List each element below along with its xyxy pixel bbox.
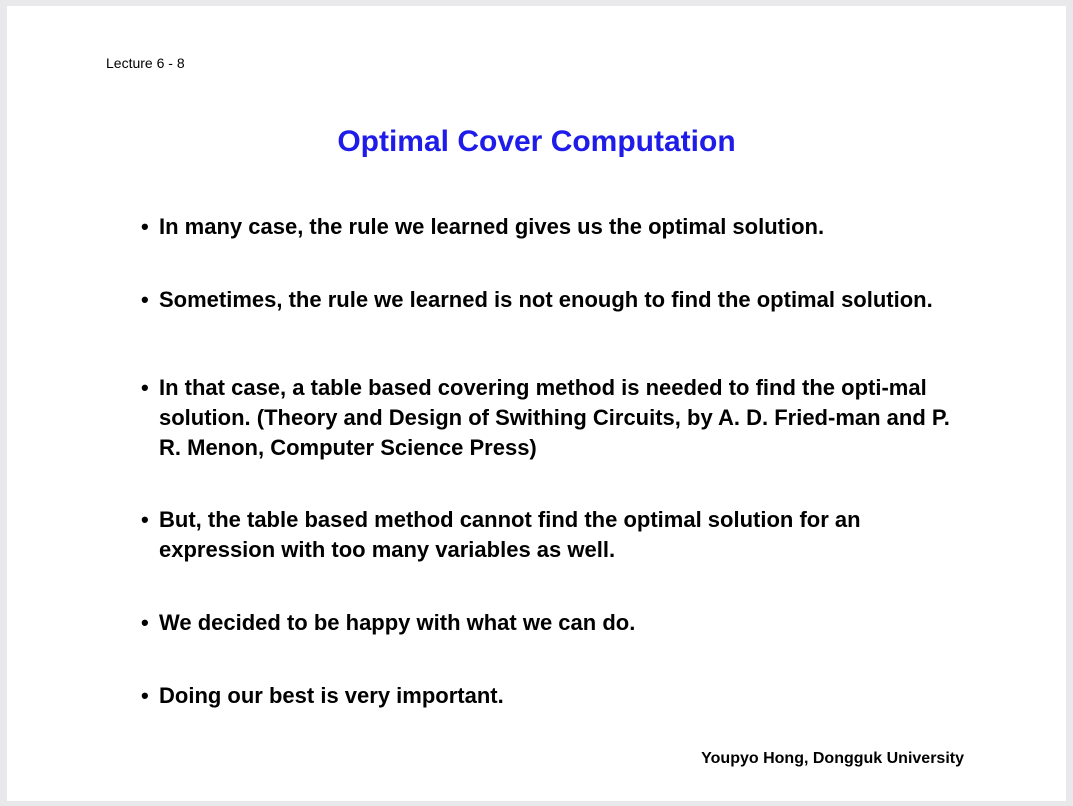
- bullet-text: In many case, the rule we learned gives us the optimal solution.: [159, 214, 825, 239]
- bullet-item: [141, 373, 961, 463]
- bullet-icon: •: [141, 214, 149, 239]
- footer-credit: Youpyo Hong, Dongguk University: [701, 750, 964, 767]
- bullet-item: [141, 681, 961, 711]
- bullet-icon: •: [141, 287, 149, 312]
- bullet-item: [141, 505, 961, 565]
- slide-title: Optimal Cover Computation: [337, 125, 736, 158]
- bullet-icon: •: [141, 610, 149, 635]
- bullet-icon: •: [141, 683, 149, 708]
- bullet-text: We decided to be happy with what we can do.: [159, 610, 636, 635]
- bullet-item: [141, 608, 961, 638]
- slide-page: [7, 6, 1066, 801]
- bullet-text: Sometimes, the rule we learned is not enough to find the optimal solution.: [159, 287, 933, 312]
- bullet-text: Doing our best is very important.: [159, 683, 504, 708]
- bullet-icon: •: [141, 375, 149, 400]
- bullet-item: [141, 212, 961, 242]
- bullet-icon: •: [141, 507, 149, 532]
- lecture-label: Lecture 6 - 8: [106, 55, 185, 71]
- bullet-text: In that case, a table based covering method is needed to find the opti-mal solution. (Theory and Design of Swithing Circuits, by A. D. Fried-man and P. R. Menon, Computer Science Press): [159, 375, 950, 460]
- bullet-text: But, the table based method cannot find the optimal solution for an expression with too many variables as well.: [159, 507, 861, 562]
- bullet-item: [141, 285, 961, 315]
